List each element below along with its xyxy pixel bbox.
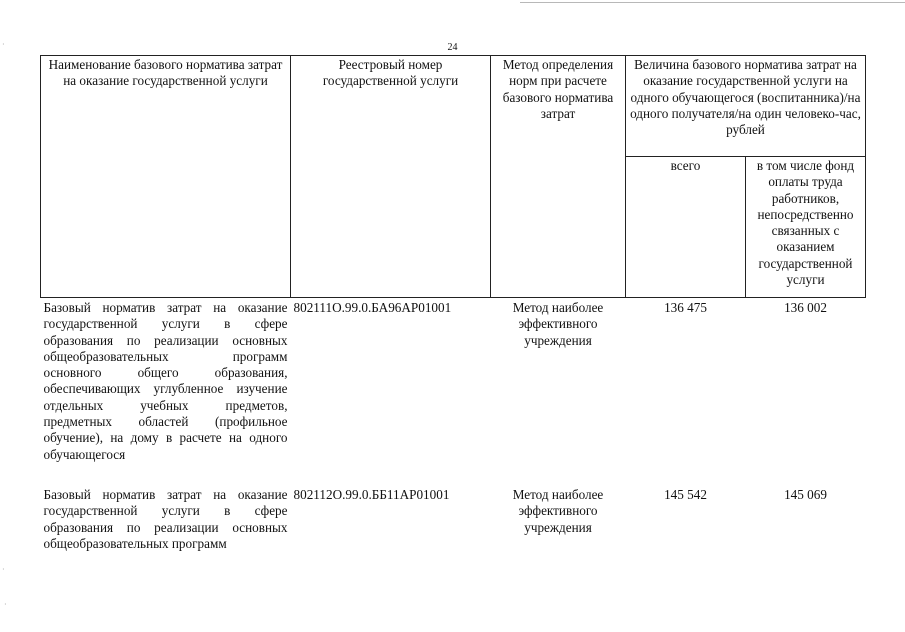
header-value: Величина базового норматива затрат на оказание государственной услуги на одного обучающегося (воспитанника)/на одного получателя/на один человеко-час, рублей <box>626 56 866 157</box>
header-payroll: в том числе фонд оплаты труда работников, непосредственно связанных с оказанием государственной услуги <box>746 157 866 298</box>
header-registry: Реестровый номер государственной услуги <box>291 56 491 298</box>
row-payroll: 136 002 <box>784 300 827 315</box>
scan-speck: · <box>4 600 7 609</box>
norms-table <box>40 55 866 552</box>
table-row <box>41 298 866 463</box>
row-method: Метод наиболее эффективного учреждения <box>512 300 604 348</box>
header-name: Наименование базового норматива затрат на оказание государственной услуги <box>41 56 291 298</box>
row-payroll: 145 069 <box>784 486 827 502</box>
row-registry: 802112О.99.0.ББ11АР01001 <box>293 486 450 502</box>
row-name: Базовый норматив затрат на оказание государственной услуги в сфере образования по реализации основных общеобразовательных программ основного общего образования, обеспечивающих углубленное изучение отдельных учебных предметов, предметных областей (профильное обучение), на дому в расчете на одного обучающегося <box>43 300 288 462</box>
scan-speck: · <box>2 565 5 574</box>
row-total: 145 542 <box>664 486 707 502</box>
row-registry: 802111О.99.0.БА96АР01001 <box>293 300 452 315</box>
scan-speck: · <box>2 40 5 49</box>
header-row <box>41 56 866 157</box>
row-name: Базовый норматив затрат на оказание государственной услуги в сфере образования по реализации основных общеобразовательных программ <box>43 486 288 551</box>
row-spacer <box>41 463 866 485</box>
table-row <box>41 485 866 552</box>
row-total: 136 475 <box>664 300 707 315</box>
header-method: Метод определения норм при расчете базового норматива затрат <box>491 56 626 298</box>
page-number: 24 <box>447 42 458 53</box>
header-total: всего <box>626 157 746 298</box>
top-rule <box>520 2 905 3</box>
row-method: Метод наиболее эффективного учреждения <box>512 486 604 535</box>
